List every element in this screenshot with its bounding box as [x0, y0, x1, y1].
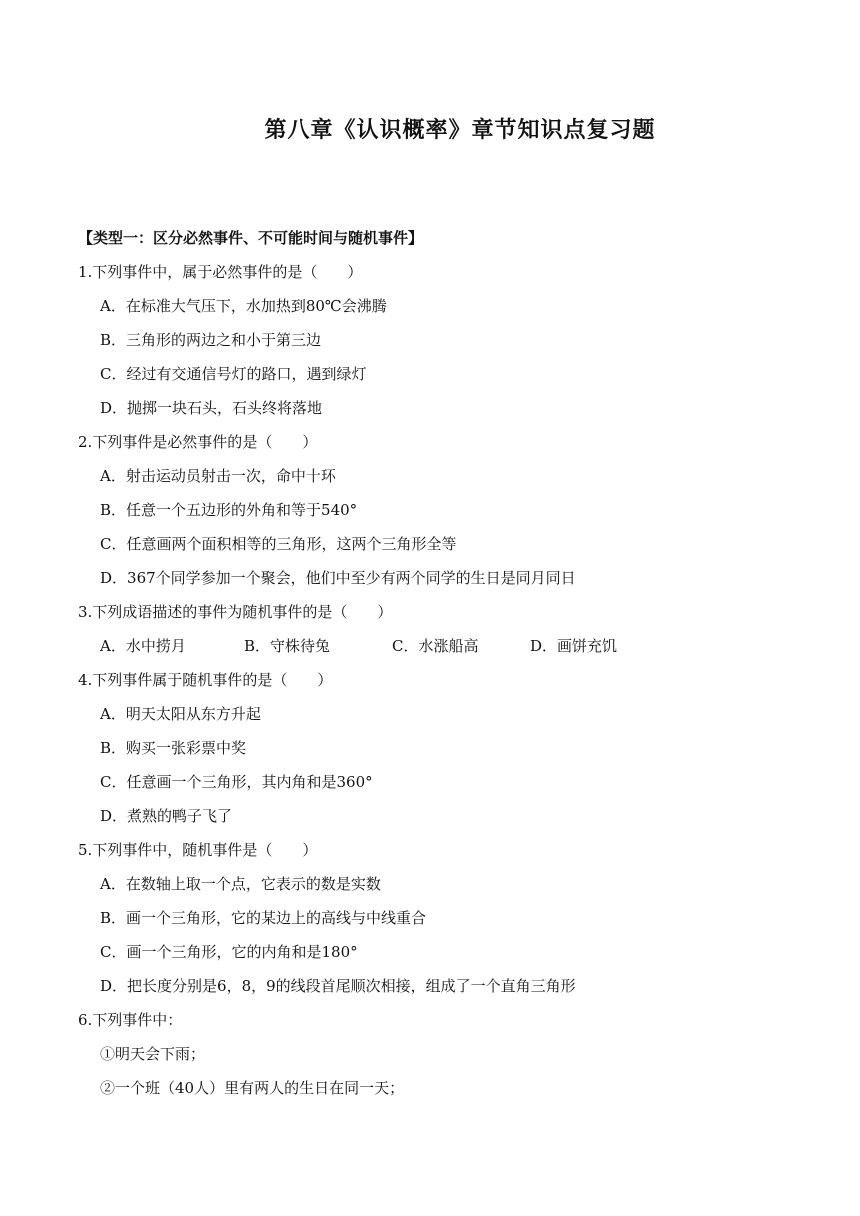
- question-3-option-a: A．水中捞月: [100, 637, 186, 655]
- question-3-option-b: B．守株待兔: [244, 637, 331, 655]
- question-list: [78, 221, 778, 1105]
- question-1-option-d: D．抛掷一块石头，石头终将落地: [100, 399, 323, 417]
- question-6-item-1: ①明天会下雨；: [100, 1045, 206, 1063]
- question-4-option-a: A．明天太阳从东方升起: [100, 705, 261, 723]
- question-4-stem: 4.下列事件属于随机事件的是（ ）: [78, 671, 333, 689]
- question-2-option-a: A．射击运动员射击一次，命中十环: [100, 467, 336, 485]
- question-3-stem: 3.下列成语描述的事件为随机事件的是（ ）: [78, 603, 393, 621]
- question-2-option-b: B．任意一个五边形的外角和等于540°: [100, 501, 358, 519]
- question-4-option-b: B．购买一张彩票中奖: [100, 739, 247, 757]
- question-2-stem: 2.下列事件是必然事件的是（ ）: [78, 433, 318, 451]
- question-2-option-c: C．任意画两个面积相等的三角形，这两个三角形全等: [100, 535, 457, 553]
- question-3-option-d: D．画饼充饥: [530, 637, 618, 655]
- question-1-stem: 1.下列事件中，属于必然事件的是（ ）: [78, 263, 363, 281]
- question-5-option-c: C．画一个三角形，它的内角和是180°: [100, 943, 358, 961]
- question-1-option-c: C．经过有交通信号灯的路口，遇到绿灯: [100, 365, 367, 383]
- question-5-option-a: A．在数轴上取一个点，它表示的数是实数: [100, 875, 381, 893]
- question-1-option-b: B．三角形的两边之和小于第三边: [100, 331, 322, 349]
- question-6-stem: 6.下列事件中：: [78, 1011, 183, 1029]
- section-heading: 【类型一：区分必然事件、不可能时间与随机事件】: [78, 229, 424, 247]
- question-4-option-d: D．煮熟的鸭子飞了: [100, 807, 233, 825]
- page-title: 第八章《认识概率》章节知识点复习题: [264, 118, 656, 143]
- question-4-option-c: C．任意画一个三角形，其内角和是360°: [100, 773, 373, 791]
- question-5-option-b: B．画一个三角形，它的某边上的高线与中线重合: [100, 909, 427, 927]
- question-6-item-2: ②一个班（40人）里有两人的生日在同一天；: [100, 1079, 405, 1097]
- question-5-stem: 5.下列事件中，随机事件是（ ）: [78, 841, 318, 859]
- question-5-option-d: D．把长度分别是6，8，9的线段首尾顺次相接，组成了一个直角三角形: [100, 977, 576, 995]
- question-3-option-c: C．水涨船高: [392, 637, 479, 655]
- question-3-options: [78, 629, 778, 663]
- question-2-option-d: D．367个同学参加一个聚会，他们中至少有两个同学的生日是同月同日: [100, 569, 576, 587]
- question-1-option-a: A．在标准大气压下，水加热到80℃会沸腾: [100, 297, 387, 315]
